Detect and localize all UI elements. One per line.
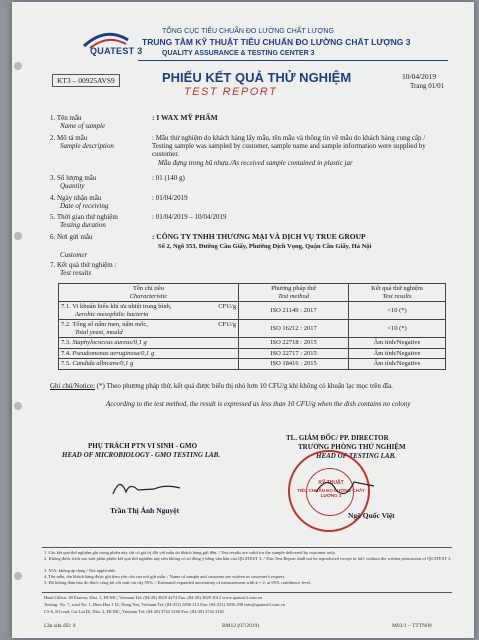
- right-signer-title-en: HEAD OF TESTING LAB.: [316, 452, 396, 460]
- result-cell: <10 (*): [349, 302, 446, 320]
- field-label-en: Name of sample: [60, 122, 106, 130]
- revision: Lần sửa đổi: 0: [44, 623, 76, 629]
- notice-label: Ghi chú/Notice:: [50, 382, 95, 390]
- left-signature-icon: [108, 472, 188, 502]
- footer-divider: [42, 547, 452, 548]
- table-header-row: [59, 284, 446, 302]
- center-name-vn: TRUNG TÂM KỸ THUẬT TIÊU CHUẨN ĐO LƯỜNG CHẤT LƯỢNG 3: [142, 37, 411, 47]
- field-label-en: Date of receiving: [60, 202, 109, 210]
- right-signer-name: Ngô Quốc Việt: [348, 511, 395, 520]
- punch-hole: [14, 402, 22, 410]
- footer-contact: C5-6, KI road, Cat Lai IZ, Dist. 2, HCMC, Vietnam Tel: (84-28) 3742 3160 Fax: (84-28) 3742 3161: [44, 609, 225, 614]
- customer-name: : CÔNG TY TNHH THƯƠNG MẠI VÀ DỊCH VỤ TRUE GROUP: [152, 232, 366, 241]
- column-header: Tên chỉ tiêu Characteristic: [59, 284, 239, 302]
- table-row: [59, 338, 446, 349]
- form-code: BM12 (07/2019): [222, 623, 260, 629]
- left-signer-title: PHỤ TRÁCH PTN VI SINH - GMO: [88, 442, 198, 450]
- punch-hole: [14, 232, 22, 240]
- table-row: [59, 348, 446, 359]
- characteristic-cell: 7.2. Tổng số nấm men, nấm mốc, CFU/g Total yeast, mould: [59, 320, 239, 338]
- footer-note: 4. Tên mẫu, tên khách hàng được ghi theo yêu cầu của nơi gửi mẫu. / Name of sample and customer are written as customer's request.: [44, 574, 286, 579]
- field-label-en: Quantity: [60, 182, 85, 190]
- field-label: 4. Ngày nhận mẫu: [50, 194, 102, 202]
- right-signature-icon: [312, 472, 382, 502]
- field-value-en: Mẫu đựng trong hũ nhựa./As received sample contained in plastic jar: [158, 159, 353, 167]
- field-label: 3. Số lượng mẫu: [50, 174, 97, 182]
- footer-note: 2. Không được trích sao một phần phiếu kết quả thử nghiệm này nếu không có sự đồng ý bằng văn bản của QUATEST 3. / This Test Report shall not be reproduced except in full, without the written permission of QUATEST 3.: [44, 556, 452, 561]
- result-cell: Âm tính/Negative: [349, 359, 446, 370]
- field-value: : I WAX MỸ PHẨM: [152, 113, 218, 122]
- footer-contact: Testing: No. 7, road No. 1, Bien Hoa 1 IZ, Dong Nai, Vietnam Tel: (84-251) 3836 212 Fax: (84-251) 3836 298 info@quatest3.com.vn: [44, 602, 286, 607]
- result-cell: Âm tính/Negative: [349, 348, 446, 359]
- report-date: 10/04/2019: [402, 72, 437, 81]
- table-row: [59, 302, 446, 320]
- characteristic-cell: 7.5. Candida albicans/0,1 g: [59, 359, 239, 370]
- field-value: : Mẫu thử nghiệm do khách hàng lấy mẫu, tên mẫu và thông tin về mẫu do khách hàng cung cấp / Testing sample was sampled by customer, sample name and sample information were supplied by customer.: [152, 134, 426, 158]
- results-table: [58, 283, 446, 370]
- method-cell: ISO 22717 : 2015: [239, 348, 349, 359]
- right-signer-title-2: TRƯỞNG PHÒNG THỬ NGHIỆM: [298, 443, 406, 451]
- method-cell: ISO 22718 : 2015: [239, 338, 349, 349]
- punch-hole: [14, 62, 22, 70]
- customer-address: Số 2, Ngõ 353, Đường Cầu Giấy, Phường Dịch Vọng, Quận Cầu Giấy, Hà Nội: [158, 243, 372, 250]
- field-label: 5. Thời gian thử nghiệm: [50, 213, 118, 221]
- characteristic-cell: 7.4. Pseudomonas aeruginosa/0,1 g: [59, 348, 239, 359]
- column-header: Phương pháp thử Test method: [239, 284, 349, 302]
- footer-contact: Head Office: 49 Pasteur, Dist. 1, HCMC, Vietnam Tel: (84-28) 3829 4274 Fax: (84-28) 3829 3012 www.quatest3.com.vn: [44, 595, 263, 600]
- official-stamp-icon: KỸ THUẬT TIÊU CHUẨN ĐO LƯỜNG CHẤT LƯỢNG 3: [288, 450, 370, 532]
- field-label-en: Customer: [60, 251, 88, 259]
- left-signer-name: Trần Thị Ánh Nguyệt: [110, 506, 180, 515]
- footer-note: 3. N/A: không áp dụng / Not applicable.: [44, 568, 117, 573]
- footer-note: 5. Độ không đảm bảo đo được công bố với mức tin cậy 95%. / Estimated expanded uncertainty of measurement with k = 2, at 95% confidence level.: [44, 580, 312, 585]
- left-signer-title-en: HEAD OF MICROBIOLOGY - GMO TESTING LAB.: [62, 451, 221, 459]
- center-name-en: QUALITY ASSURANCE & TESTING CENTER 3: [162, 50, 315, 57]
- right-signer-title: TL. GIÁM ĐỐC/ PP. DIRECTOR: [286, 434, 389, 442]
- result-cell: Âm tính/Negative: [349, 338, 446, 349]
- footer-divider: [42, 592, 452, 593]
- page-number: Trang 01/01: [410, 82, 445, 90]
- field-label-en: Test results: [60, 269, 92, 277]
- characteristic-cell: 7.1. Vi khuẩn hiếu khí ưa nhiệt trung bình, CFU/g Aerobic mesophilic bacteria: [59, 302, 239, 320]
- field-label: 7. Kết quả thử nghiệm :: [50, 261, 117, 269]
- field-label: 1. Tên mẫu: [50, 114, 82, 122]
- header-divider: [138, 60, 448, 61]
- field-value: : 01 (140 g): [152, 174, 185, 182]
- punch-hole: [14, 572, 22, 580]
- doc-ref: M03/1 – TTTN09: [392, 623, 432, 629]
- characteristic-cell: 7.3. Staphylococcus aureus/0,1 g: [59, 338, 239, 349]
- method-cell: ISO 21149 : 2017: [239, 302, 349, 320]
- field-label: 2. Mô tả mẫu: [50, 134, 88, 142]
- report-code: KT3 – 00925AVS9: [52, 74, 120, 87]
- footer-note: 1. Các kết quả thử nghiệm ghi trong phiếu này chỉ có giá trị đối với mẫu do khách hàng gửi đến. / Test results are valid for the sample delivered by customer only.: [44, 550, 336, 555]
- field-label-en: Sample description: [60, 142, 114, 150]
- field-value: : 01/04/2019 – 10/04/2019: [152, 213, 227, 221]
- table-row: [59, 320, 446, 338]
- method-cell: ISO 16212 : 2017: [239, 320, 349, 338]
- method-cell: ISO 18416 : 2015: [239, 359, 349, 370]
- report-title: PHIẾU KẾT QUẢ THỬ NGHIỆM: [162, 70, 352, 85]
- notice-vn: (*) Theo phương pháp thử, kết quả được biểu thị nhỏ hơn 10 CFU/g khi không có khuẩn lạc mọc trên đĩa.: [96, 382, 393, 390]
- field-value: : 01/04/2019: [152, 194, 188, 202]
- logo-text: QUATEST 3: [90, 46, 143, 56]
- field-label-en: Testing duration: [60, 221, 106, 229]
- notice: [50, 382, 448, 390]
- test-report-page: [12, 2, 474, 638]
- report-subtitle: TEST REPORT: [184, 86, 278, 98]
- field-label: 6. Nơi gửi mẫu: [50, 233, 93, 241]
- notice-en: According to the test method, the result is expressed as less than 10 CFU/g when the dish contains no colony: [106, 400, 411, 408]
- org-name: TỔNG CỤC TIÊU CHUẨN ĐO LƯỜNG CHẤT LƯỢNG: [162, 28, 334, 35]
- table-row: [59, 359, 446, 370]
- result-cell: <10 (*): [349, 320, 446, 338]
- column-header: Kết quả thử nghiệm Test results: [349, 284, 446, 302]
